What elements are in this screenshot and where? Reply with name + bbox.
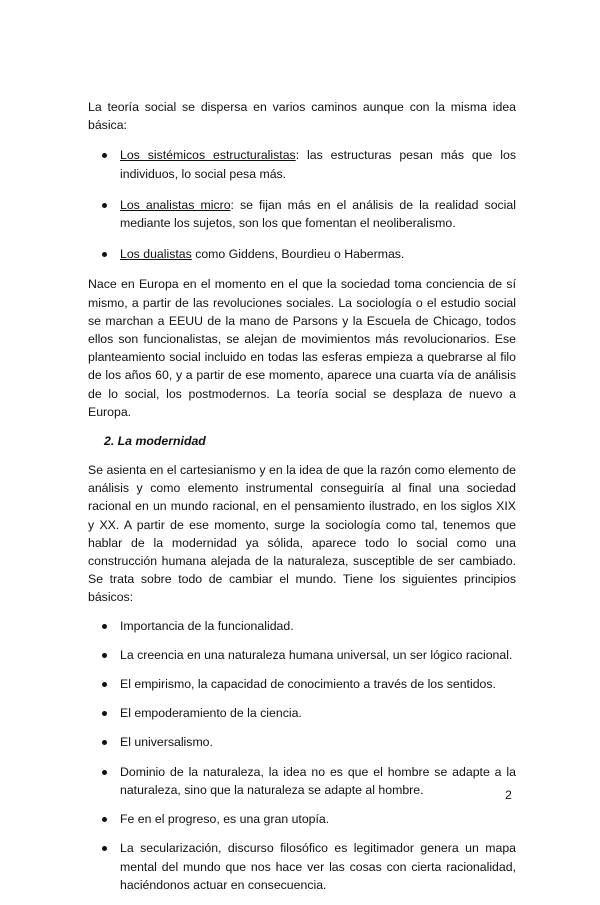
body-paragraph: Se asienta en el cartesianismo y en la idea de que la razón como elemento de análisis y como elemento instrumental conseguiría al final una sociedad racional en un mundo racional, en el pensamiento ilustrado, en los siglos XIX y XX. A partir de ese momento, surge la sociología como tal, tenemos que hablar de la modernidad ya sólida, aparece todo lo social como una construcción humana alejada de la naturaleza, susceptible de ser cambiado. Se trata sobre todo de cambiar el mundo. Tiene los siguientes principios básicos: [88, 463, 516, 605]
list-item-text: La secularización, discurso filosófico es legitimador genera un mapa mental del mundo que nos hace ver las cosas con cierta racionalidad, haciéndonos actuar en consecuencia. [120, 841, 516, 892]
bullet-icon [102, 817, 107, 822]
list-item-text: Fe en el progreso, es una gran utopía. [120, 812, 330, 827]
bullet-icon [102, 711, 107, 716]
list-item [88, 763, 516, 799]
list-item [88, 810, 516, 828]
list-item [88, 196, 516, 232]
list-item [88, 704, 516, 722]
theory-list [88, 146, 516, 263]
bullet-icon [102, 252, 107, 257]
list-item [88, 675, 516, 693]
bullet-icon [102, 203, 107, 208]
list-item [88, 617, 516, 635]
list-item [88, 146, 516, 182]
body-paragraph: Nace en Europa en el momento en el que la sociedad toma conciencia de sí mismo, a partir de las revoluciones sociales. La sociología o el estudio social se marchan a EEUU de la mano de Parsons y la Escuela de Chicago, todos ellos son funcionalistas, se alejan de movimientos más revolucionarios. Ese planteamiento social incluido en todas las esferas empieza a quebrarse al filo de los años 60, y a partir de ese momento, aparece una cuarta vía de análisis de lo social, los postmodernos. La teoría social se desplaza de nuevo a Europa. [88, 277, 516, 419]
section-heading: 2. La modernidad [104, 434, 206, 449]
list-item-text: como Giddens, Bourdieu o Habermas. [191, 247, 405, 262]
bullet-icon [102, 153, 107, 158]
list-item-text: El universalismo. [120, 735, 213, 750]
list-item [88, 245, 516, 263]
list-item-term: Los sistémicos estructuralistas [120, 148, 296, 163]
page-content [88, 98, 516, 905]
bullet-icon [102, 770, 107, 775]
list-item-term: Los dualistas [120, 247, 192, 262]
list-item-text: La creencia en una naturaleza humana universal, un ser lógico racional. [120, 647, 513, 662]
list-item-text: : se fijan más en el análisis de la realidad social mediante los sujetos, son los que fomentan el neoliberalismo. [120, 197, 516, 231]
list-item [88, 839, 516, 894]
list-item-term: Los analistas micro [120, 197, 231, 212]
list-item-text: El empirismo, la capacidad de conocimiento a través de los sentidos. [120, 677, 496, 692]
bullet-icon [102, 740, 107, 745]
list-item [88, 733, 516, 751]
principles-list [88, 617, 516, 894]
list-item [88, 646, 516, 664]
intro-paragraph: La teoría social se dispersa en varios caminos aunque con la misma idea básica: [88, 100, 516, 133]
list-item-text: : las estructuras pesan más que los individuos, lo social pesa más. [120, 148, 516, 181]
list-item-text: Importancia de la funcionalidad. [120, 618, 294, 633]
page-number: 2 [505, 788, 512, 802]
bullet-icon [102, 624, 107, 629]
bullet-icon [102, 682, 107, 687]
list-item-text: Dominio de la naturaleza, la idea no es que el hombre se adapte a la naturaleza, sino que la naturaleza se adapte al hombre. [120, 764, 516, 797]
list-item-text: El empoderamiento de la ciencia. [120, 706, 302, 721]
bullet-icon [102, 846, 107, 851]
bullet-icon [102, 653, 107, 658]
